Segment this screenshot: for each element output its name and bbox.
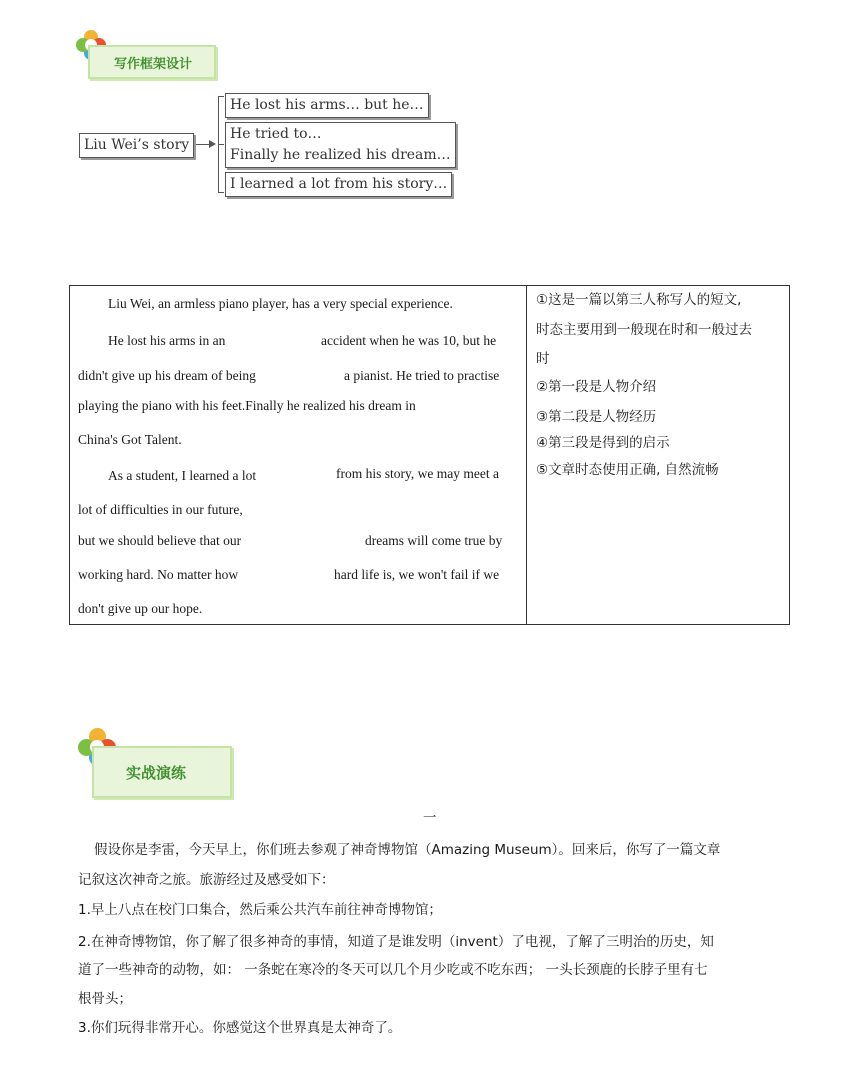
essay-line: playing the piano with his feet.Finally he realized his dream in — [78, 398, 416, 413]
section-title-text: 实战演练 — [126, 763, 187, 782]
task-item-3: 3.你们玩得非常开心。你感觉这个世界真是太神奇了。 — [78, 1020, 402, 1036]
task-item-2-cont: 根骨头； — [78, 991, 132, 1007]
task-intro: 假设你是李雷，今天早上，你们班去参观了神奇博物馆（Amazing Museum）。回来后，你写了一篇文章 — [94, 842, 721, 858]
essay-line: dreams will come true by — [365, 533, 503, 548]
task-number: 一 — [423, 810, 437, 826]
note-4: ④第三段是得到的启示 — [536, 435, 670, 451]
diagram-box-2-line-2: Finally he realized his dream… — [230, 147, 451, 163]
note-3: ③第二段是人物经历 — [536, 409, 657, 425]
essay-line: working hard. No matter how — [78, 567, 239, 582]
essay-line: accident when he was 10, but he — [321, 333, 497, 348]
essay-line: He lost his arms in an — [108, 333, 226, 348]
diagram-box-2-line-1: He tried to… — [230, 126, 322, 142]
section-title — [88, 45, 216, 79]
essay-line: lot of difficulties in our future, — [78, 502, 243, 517]
essay-line: but we should believe that our — [78, 533, 242, 548]
essay-line: As a student, I learned a lot — [108, 468, 257, 483]
task-item-2: 2.在神奇博物馆，你了解了很多神奇的事情，知道了是谁发明（invent）了电视，了解了三明治的历史，知 — [78, 934, 714, 950]
section-title — [92, 746, 232, 798]
diagram-box-3: I learned a lot from his story… — [225, 172, 452, 197]
task-intro: 记叙这次神奇之旅。旅游经过及感受如下： — [78, 872, 335, 888]
arrow-head-icon — [209, 140, 216, 148]
note-1-cont: 时态主要用到一般现在时和一般过去 — [536, 322, 752, 338]
note-2: ②第一段是人物介绍 — [536, 379, 657, 395]
diagram-arrow — [196, 144, 210, 145]
note-1: ①这是一篇以第三人称写人的短文, — [536, 292, 742, 308]
note-1-cont: 时 — [536, 351, 550, 367]
essay-line: don't give up our hope. — [78, 601, 203, 616]
essay-line: China's Got Talent. — [78, 432, 182, 447]
essay-line: a pianist. He tried to practise — [344, 368, 500, 383]
diagram-box-2 — [225, 122, 456, 168]
task-item-1: 1.早上八点在校门口集合，然后乘公共汽车前往神奇博物馆； — [78, 902, 442, 918]
task-item-2-cont: 道了一些神奇的动物，如： 一条蛇在寒冷的冬天可以几个月少吃或不吃东西； 一头长颈鹿的长脖子里有七 — [78, 962, 708, 978]
essay-line: hard life is, we won't fail if we — [334, 567, 500, 582]
essay-line: didn't give up his dream of being — [78, 368, 256, 383]
diagram-root-box: Liu Wei’s story — [79, 133, 194, 158]
note-5: ⑤文章时态使用正确, 自然流畅 — [536, 462, 719, 478]
essay-line: from his story, we may meet a — [336, 466, 499, 481]
sample-essay-table — [69, 285, 790, 625]
diagram-box-1: He lost his arms… but he… — [225, 93, 429, 118]
section-title-text: 写作框架设计 — [114, 56, 193, 72]
essay-paragraph-1: Liu Wei, an armless piano player, has a very special experience. — [108, 296, 453, 311]
column-divider — [526, 286, 527, 624]
